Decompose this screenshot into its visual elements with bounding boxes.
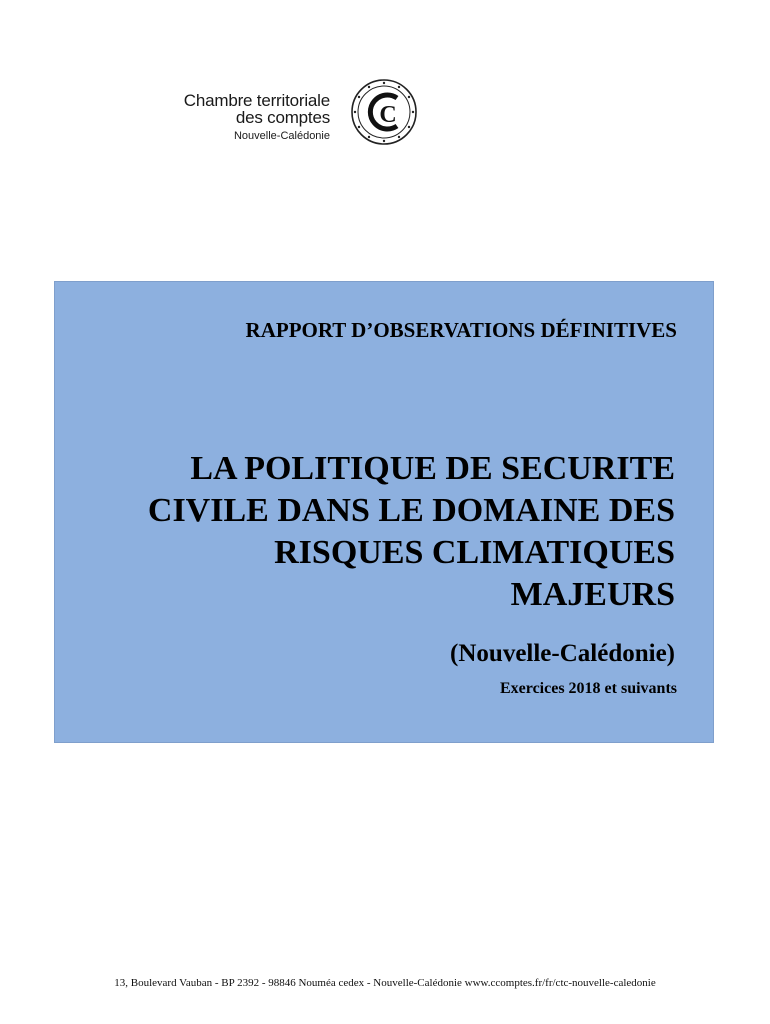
footer-address: 13, Boulevard Vauban - BP 2392 - 98846 Nouméa cedex - Nouvelle-Calédonie www.ccomptes.fr/fr/ctc-nouvelle-caledonie (114, 977, 656, 989)
logo-name-line2: des comptes (235, 108, 330, 127)
seal-letter: C (379, 102, 397, 128)
institution-logo (176, 78, 422, 146)
report-region: (Nouvelle-Calédonie) (450, 640, 675, 667)
report-years: Exercices 2018 et suivants (499, 680, 677, 697)
cover-panel (54, 281, 714, 743)
report-title (75, 448, 675, 616)
seal-icon (346, 78, 422, 146)
title-line-1: LA POLITIQUE DE SECURITE (190, 450, 675, 487)
title-line-3: RISQUES CLIMATIQUES (274, 534, 675, 571)
logo-region: Nouvelle-Calédonie (233, 130, 330, 142)
logo-name-line1: Chambre territoriale (183, 91, 330, 110)
report-type: RAPPORT D’OBSERVATIONS DÉFINITIVES (245, 318, 677, 342)
logo-text (184, 92, 330, 143)
title-line-2: CIVILE DANS LE DOMAINE DES (147, 492, 675, 529)
title-line-4: MAJEURS (510, 576, 675, 613)
